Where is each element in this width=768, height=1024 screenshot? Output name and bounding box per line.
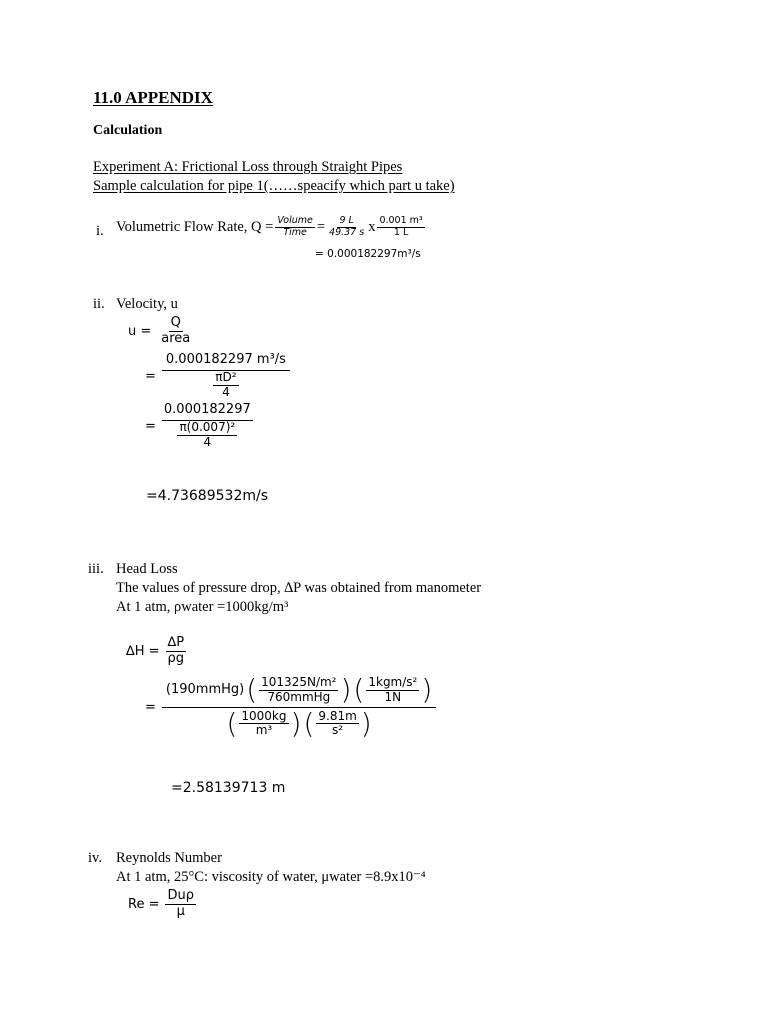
reynolds-definition — [128, 889, 196, 920]
item-iii-marker: iii. — [88, 561, 104, 577]
close-paren: ) — [360, 706, 372, 740]
fraction-numerator: π(0.007)² — [179, 419, 236, 434]
density-fraction — [239, 710, 288, 739]
flow-over-area-fraction — [162, 353, 290, 400]
fraction-numerator: 1000kg — [241, 708, 287, 723]
q-over-area-fraction — [159, 316, 192, 347]
velocity-result: =4.73689532m/s — [146, 488, 268, 504]
close-paren: ) — [290, 706, 302, 740]
head-loss-result: =2.58139713 m — [171, 780, 286, 796]
fraction-numerator: Q — [170, 315, 181, 330]
reynolds-number-title: Reynolds Number — [116, 850, 222, 866]
close-paren: ) — [421, 673, 433, 707]
velocity-step-1 — [145, 353, 290, 400]
fraction-numerator: ∆P — [167, 635, 185, 650]
pressure-drop-note: The values of pressure drop, ∆P was obtained from manometer — [116, 580, 482, 596]
velocity-step-2 — [145, 403, 253, 450]
numeric-velocity-fraction — [162, 403, 253, 450]
close-paren: ) — [340, 673, 352, 707]
calculation-subheading: Calculation — [93, 123, 163, 138]
fraction-numerator: 0.001 m³ — [379, 215, 423, 226]
fraction-denominator: 4 — [203, 434, 212, 449]
fraction-denominator — [175, 421, 239, 450]
fraction-numerator: Duρ — [167, 888, 194, 903]
equals-sign: = — [145, 368, 156, 384]
item-iv-marker: iv. — [88, 850, 102, 866]
equals-sign: = — [145, 699, 156, 715]
atm-conversion-fraction — [259, 676, 338, 705]
fraction-numerator: Volume — [277, 215, 313, 226]
numeric-area-fraction — [177, 421, 237, 450]
fraction-numerator: 9 L — [339, 215, 354, 226]
head-loss-title: Head Loss — [116, 561, 178, 577]
fraction-numerator: 0.000182297 m³/s — [162, 353, 290, 371]
fraction-denominator: 760mmHg — [267, 689, 331, 704]
pressure-over-rho-g-fraction — [166, 636, 187, 667]
fraction-denominator: μ — [176, 903, 185, 919]
reynolds-fraction — [165, 889, 196, 920]
area-formula-fraction — [213, 371, 238, 400]
fraction-denominator: 1N — [384, 689, 402, 704]
fraction-numerator: 1kgm/s² — [368, 675, 418, 689]
fraction-numerator: πD² — [215, 369, 237, 384]
mmhg-value: (190mmHg) — [165, 681, 245, 697]
times-sign: x — [368, 219, 376, 236]
volumetric-flow-label: Volumetric Flow Rate, Q = — [116, 219, 274, 236]
open-paren: ( — [303, 706, 315, 740]
velocity-lhs: u = — [128, 323, 152, 339]
fraction-denominator — [211, 371, 240, 400]
unit-conversion-fraction — [377, 216, 424, 239]
head-loss-numerator — [162, 673, 436, 708]
head-loss-step — [145, 673, 436, 740]
equals-sign: = — [145, 418, 156, 434]
gravity-fraction — [316, 710, 358, 739]
reynolds-lhs: Re = — [128, 896, 160, 912]
fraction-denominator: 1 L — [393, 226, 409, 238]
head-loss-denominator — [224, 708, 373, 739]
item-i-marker: i. — [96, 223, 104, 239]
head-loss-lhs: ∆H = — [126, 643, 160, 659]
volume-time-fraction — [275, 216, 315, 239]
open-paren: ( — [246, 673, 258, 707]
fraction-numerator: 101325N/m² — [261, 675, 337, 689]
viscosity-condition: At 1 atm, 25°C: viscosity of water, μwater =8.9x10⁻⁴ — [116, 869, 426, 885]
item-ii-marker: ii. — [93, 296, 105, 312]
fraction-denominator: 49.37 s — [329, 226, 365, 238]
fraction-denominator: ρg — [167, 650, 185, 666]
fraction-denominator: m³ — [255, 723, 273, 738]
fraction-numerator: 0.000182297 — [162, 403, 253, 421]
newton-conversion-fraction — [366, 676, 419, 705]
velocity-title: Velocity, u — [116, 296, 178, 312]
velocity-definition — [128, 316, 192, 347]
fraction-denominator: 4 — [222, 384, 230, 399]
fraction-denominator: s² — [332, 723, 344, 738]
volumetric-flow-equation — [116, 216, 425, 239]
experiment-title: Experiment A: Frictional Loss through Straight Pipes — [93, 159, 403, 175]
water-density-condition: At 1 atm, ρwater =1000kg/m³ — [116, 599, 289, 615]
volume-over-time-fraction — [327, 216, 366, 239]
fraction-denominator: Time — [283, 226, 307, 238]
head-loss-definition — [126, 636, 186, 667]
head-loss-big-fraction — [162, 673, 436, 740]
equals-sign: = — [316, 219, 326, 236]
fraction-numerator: 9.81m — [318, 708, 357, 723]
fraction-denominator: area — [161, 330, 191, 346]
sample-calculation-note: Sample calculation for pipe 1(……speacify which part u take) — [93, 178, 455, 194]
open-paren: ( — [226, 706, 238, 740]
flow-rate-result: = 0.000182297m³/s — [315, 248, 421, 260]
appendix-heading: 11.0 APPENDIX — [93, 88, 213, 107]
open-paren: ( — [353, 673, 365, 707]
